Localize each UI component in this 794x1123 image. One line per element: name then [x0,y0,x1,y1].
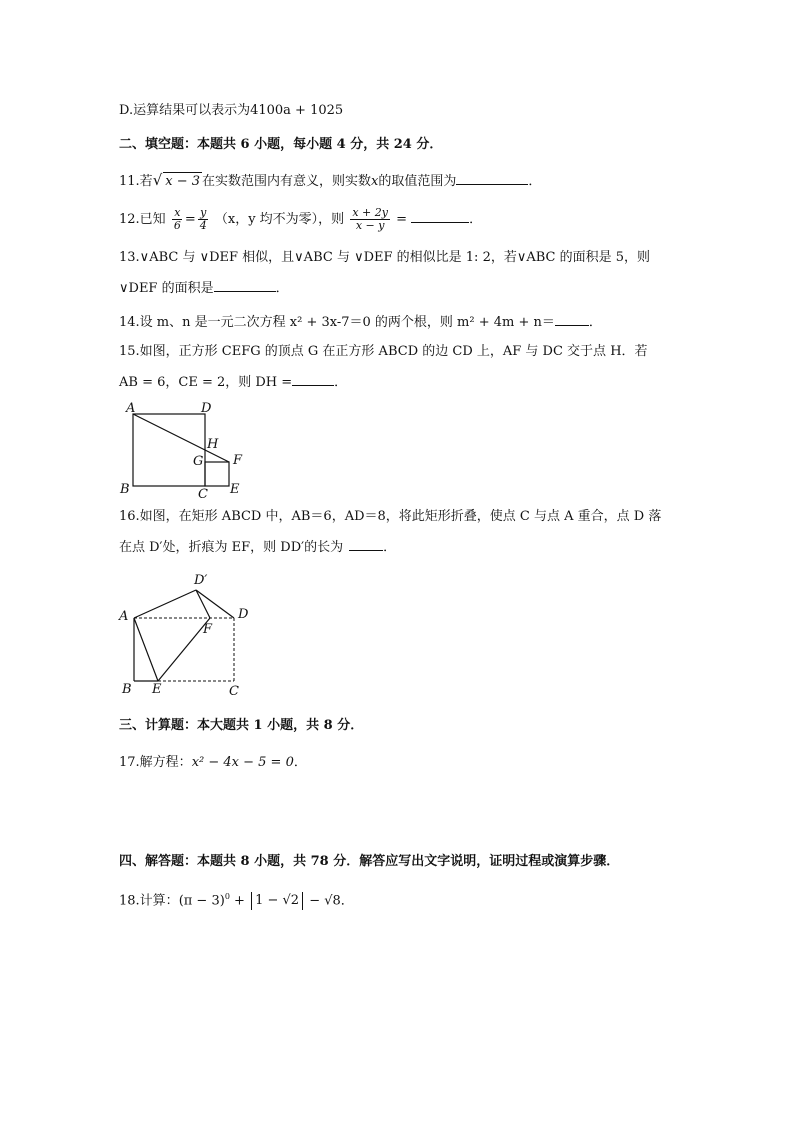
label-d: D [201,401,212,416]
label-g: G [193,454,204,469]
question-14: 14.设 m、n 是一元二次方程 x² + 3x-7＝0 的两个根，则 m² + 4m + n＝ ． [119,315,602,330]
question-11 [119,171,541,191]
label-f: F [233,453,243,468]
q14-text: 14.设 m、n 是一元二次方程 x² + 3x-7＝0 的两个根，则 m² + 4m + n＝ [119,315,555,330]
q12-prefix: 12.已知 [119,212,166,227]
q12-equals: = [396,212,408,227]
q18-term1: (π − 3) [178,893,225,909]
segment-ae [134,618,158,681]
label-a: A [126,401,136,416]
label-d: D [238,607,249,622]
q11-radicand: x − 3 [165,174,201,189]
option-d-line: D.运算结果可以表示为4100a + 1025 [119,103,344,118]
section-3-heading: 三、计算题：本大题共 1 小题，共 8 分． [119,718,364,733]
q16-answer-blank [349,538,383,551]
question-15-line2: AB = 6，CE = 2，则 DH = ． [119,375,348,390]
label-b: B [120,482,130,497]
square-cefg [205,462,229,486]
q18-prefix: 18.计算： [119,893,179,909]
label-b: B [122,682,132,697]
question-18: 18.计算：$(\pi - 3)^0 + 1 - √2 - √8$． [119,892,354,909]
label-f: F [203,622,213,637]
section-2-heading: 二、填空题：本题共 6 小题，每小题 4 分，共 24 分． [119,137,443,152]
label-h: H [207,437,219,452]
q13-text: ∨DEF 的面积是 [119,281,214,296]
question-12: 12.已知 $\frac{x}{6}$ = $\frac{y}{4}$ （x，y 均不为零），则 $\frac{x + 2y}{x - y}$ = ． [119,206,483,232]
segment-ad-prime [134,590,196,618]
q12-answer-blank [411,210,469,223]
fraction-x-6: $\frac{x}{6}$ [173,206,181,232]
q17-prefix: 17.解方程： [119,755,192,770]
label-c: C [198,487,208,502]
q12-text: （x，y 均不为零），则 [214,212,345,227]
question-17: 17.解方程：x² − 4x − 5 = 0． [119,755,307,770]
q11-var: x [371,174,379,189]
segment-d-prime-f [196,590,210,618]
q16-text: 在点 D′处，折痕为 EF，则 DD′的长为 [119,540,344,555]
segment-d-prime-d [196,590,234,618]
q15-answer-blank [292,373,334,386]
question-13-line1: 13.∨ABC 与 ∨DEF 相似，且∨ABC 与 ∨DEF 的相似比是 1: 2，若∨ABC 的面积是 5，则 [119,250,651,265]
q11-tail: 的取值范围为 [378,174,457,189]
figure-15-square-diagram [110,396,260,502]
q11-text: 在实数范围内有意义，则实数 [202,174,372,189]
question-16-line2: 在点 D′处，折痕为 EF，则 DD′的长为 ． [119,540,397,555]
label-e: E [152,682,162,697]
question-16-line1: 16.如图，在矩形 ABCD 中，AB＝6，AD＝8，将此矩形折叠，使点 C 与点 A 重合，点 D 落 [119,509,662,524]
label-d-prime: D′ [194,573,208,588]
q14-answer-blank [555,313,589,326]
section-4-heading: 四、解答题：本题共 8 小题，共 78 分．解答应写出文字说明，证明过程或演算步骤． [119,854,620,869]
figure-16-fold-diagram [110,568,260,700]
q18-absolute-value: 1 − √2 [251,892,303,910]
q11-dot: ． [528,174,542,189]
question-15-line1: 15.如图，正方形 CEFG 的顶点 G 在正方形 ABCD 的边 CD 上，AF 与 DC 交于点 H．若 [119,344,648,359]
fraction-y-4: $\frac{y}{4}$ [199,206,207,232]
q18-term3: − √8 [305,893,341,909]
q13-answer-blank [214,279,276,292]
q17-equation: x² − 4x − 5 = 0 [191,755,294,770]
q15-text: AB = 6，CE = 2，则 DH = [119,375,293,390]
label-e: E [230,482,240,497]
sqrt-sign: √ [152,171,163,189]
square-abcd [133,414,205,486]
fraction-expression: $\frac{x + 2y}{x - y}$ [352,206,388,232]
question-13-line2: ∨DEF 的面积是 ． [119,281,289,296]
label-a: A [119,609,129,624]
q18-exponent: 0 [224,892,230,901]
q11-prefix: 11.若 [119,174,153,189]
q11-answer-blank [456,172,528,185]
label-c: C [229,684,239,699]
